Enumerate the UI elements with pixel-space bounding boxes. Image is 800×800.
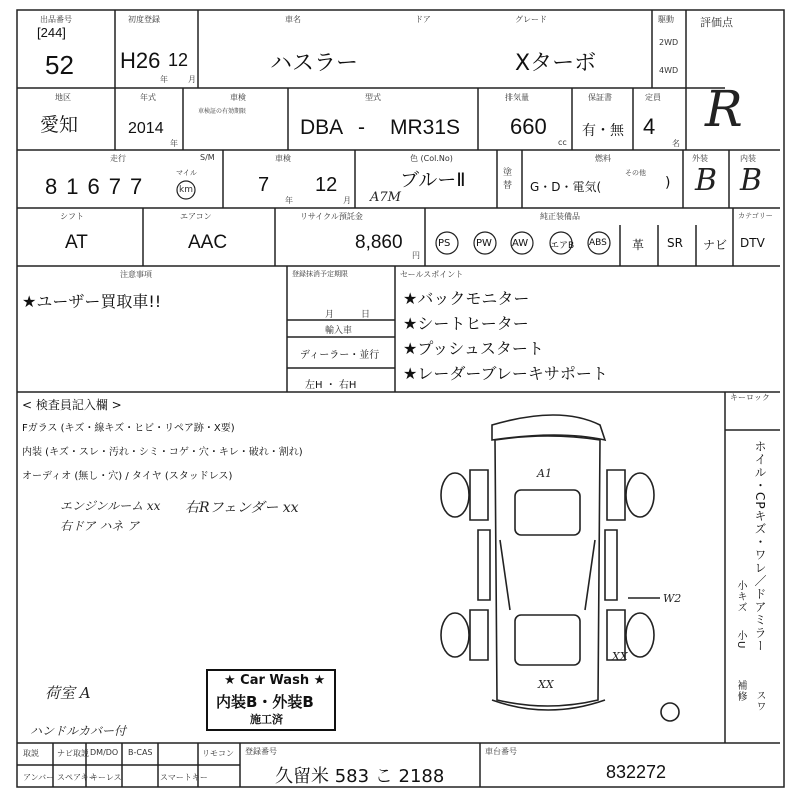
score-label: 評価点	[700, 16, 733, 29]
lot-sub: [244]	[37, 25, 66, 40]
notes-title: < 検査員記入欄 >	[22, 398, 122, 412]
notes-line-1: Fガラス (キズ・線キズ・ヒビ・リペア跡・X要)	[22, 423, 235, 434]
equip-airbag: エアB	[550, 241, 575, 251]
caution: ★ユーザー買取車!!	[22, 292, 162, 311]
area: 愛知	[40, 114, 79, 136]
equip-sr: SR	[667, 236, 683, 250]
shaken-month: 12	[315, 174, 338, 196]
side-legend: ホイル・CPキズ・ワレ／ドアミラー	[753, 440, 767, 653]
ext-grade: B	[695, 163, 718, 198]
grade-label: グレード	[515, 15, 547, 24]
sales-point-2: ★シートヒーター	[403, 314, 529, 333]
year-label: 年式	[140, 93, 156, 102]
doc-keyless: キーレス	[90, 773, 122, 782]
fuel-close: )	[665, 175, 671, 191]
equip-dtv: DTV	[740, 236, 765, 250]
mileage-label: 走行	[110, 154, 126, 163]
plate-label: 登録番号	[245, 747, 277, 756]
reg-month-unit: 月	[188, 75, 196, 84]
month-day: 月 日	[325, 310, 371, 320]
int-grade: B	[740, 163, 763, 198]
equip-navi: ナビ	[703, 238, 728, 252]
notes-line-2: 内装 (キズ・スレ・汚れ・シミ・コゲ・穴・キレ・破れ・割れ)	[22, 447, 303, 458]
warranty: 有・無	[582, 123, 624, 139]
hand-note-door: 右ドア ハネ ア	[60, 519, 140, 533]
door-label: ドア	[415, 15, 431, 24]
shaken-month-unit: 月	[343, 196, 351, 205]
inspect-note: 車検証の有効期限	[198, 108, 247, 115]
recycle-unit: 円	[412, 251, 420, 260]
equip-leather: 革	[632, 238, 645, 252]
legend-small-u: 小U	[735, 630, 746, 650]
cc-label: 排気量	[505, 93, 529, 102]
color-note: A7M	[370, 190, 401, 205]
fuel: G・D・電気(	[530, 180, 602, 194]
fuel-other: その他	[625, 169, 646, 177]
chassis-label: 車台番号	[485, 747, 517, 756]
equip-aw: AW	[512, 238, 529, 249]
fuel-label: 燃料	[595, 154, 611, 163]
year-unit: 年	[170, 139, 178, 148]
model-label: 型式	[365, 93, 381, 102]
model-dash: -	[358, 116, 365, 139]
seats-label: 定員	[645, 93, 661, 102]
ext-label: 外装	[692, 154, 708, 163]
year: 2014	[128, 120, 164, 137]
name-label: 車名	[285, 15, 301, 24]
seats-unit: 名	[672, 139, 680, 148]
color: ブルーⅡ	[400, 169, 466, 191]
recycle-label: リサイクル預託金	[300, 212, 363, 221]
shaken-year-unit: 年	[285, 196, 293, 205]
legend-small-scratch: 小キズ	[735, 580, 746, 613]
doc-manual: 取説	[23, 749, 39, 758]
km-unit: km	[179, 185, 193, 195]
sales-point-4: ★レーダーブレーキサポート	[403, 364, 608, 383]
model-prefix: DBA	[300, 116, 344, 139]
car-diagram	[441, 415, 682, 721]
import-label: 輸入車	[325, 326, 353, 336]
mark-xx-rear: XX	[538, 678, 554, 691]
legend-wash: スワ	[754, 690, 765, 712]
reg-label: 初度登録	[128, 15, 160, 24]
doc-spare-key: スペアキー	[57, 773, 97, 782]
area-label: 地区	[55, 93, 71, 102]
lot-number: 52	[45, 50, 74, 80]
int-label: 内装	[740, 154, 756, 163]
car-name: ハスラー	[270, 51, 359, 76]
recycle: 8,860	[355, 232, 403, 253]
doc-dm-do: DM/DO	[90, 748, 119, 757]
drive-label: 駆動	[658, 15, 674, 24]
hand-note-engine: エンジンルーム xx	[60, 499, 161, 513]
doc-bcas: B-CAS	[128, 748, 153, 757]
seats: 4	[643, 114, 656, 139]
hand-note-trunk: 荷室 A	[45, 684, 91, 702]
dealer-label: ディーラー・並行	[300, 350, 380, 361]
shaken-label: 車検	[275, 154, 291, 163]
sales-point-1: ★バックモニター	[403, 289, 530, 308]
warranty-label: 保証書	[588, 93, 612, 102]
wash-grades: 内装B・外装B	[216, 693, 314, 711]
category-label: カテゴリー	[738, 212, 773, 220]
car-wash-stamp	[206, 669, 336, 731]
shift-label: シフト	[60, 212, 84, 221]
caution-label: 注意事項	[120, 270, 152, 279]
legend-repair: 補修	[735, 680, 746, 702]
color-label: 色 (Col.No)	[410, 154, 453, 163]
hand-note-handle: ハンドルカバー付	[30, 724, 127, 738]
grade: Xターボ	[515, 51, 597, 76]
handle: 左H ・ 右H	[305, 380, 357, 391]
reg-value: H26	[120, 48, 161, 73]
drive-4wd: 4WD	[659, 66, 679, 75]
doc-amber: アンバー	[23, 773, 55, 782]
shaken-year: 7	[258, 174, 270, 196]
paint-label: 塗替	[503, 168, 513, 191]
doc-navi-manual: ナビ取説	[57, 749, 89, 758]
cc-unit: cc	[558, 138, 567, 147]
shift: AT	[65, 232, 88, 253]
cc: 660	[510, 114, 547, 139]
doc-remote: リモコン	[202, 749, 234, 758]
equip-label: 純正装備品	[540, 212, 580, 221]
mileage: 81677	[45, 174, 152, 199]
lot-label: 出品番号	[40, 15, 72, 24]
reg-month: 12	[168, 50, 189, 70]
notes-line-3: オーディオ (無し・穴) / タイヤ (スタッドレス)	[22, 471, 233, 482]
model-code: MR31S	[390, 116, 461, 139]
equip-abs: ABS	[589, 238, 607, 248]
equip-pw: PW	[476, 238, 492, 249]
equip-ps: PS	[438, 238, 451, 249]
mark-w2: W2	[663, 592, 682, 605]
mark-xx-right: XX	[612, 650, 628, 663]
chassis-number: 832272	[606, 762, 667, 782]
deadline-label: 登録抹消予定期限	[292, 270, 348, 278]
doc-smart-key: スマートキー	[160, 773, 208, 782]
score-value: R	[705, 80, 743, 138]
drive-2wd: 2WD	[659, 38, 679, 47]
ac-label: エアコン	[180, 212, 212, 221]
meter-label: S/M	[200, 153, 215, 162]
mark-a1: A1	[537, 467, 552, 480]
mile-unit: マイル	[176, 169, 197, 177]
reg-year-unit: 年	[160, 75, 168, 84]
sales-point-3: ★プッシュスタート	[403, 339, 544, 358]
inspect-label: 車検	[230, 93, 246, 102]
key-lock-label: キーロック	[730, 393, 770, 402]
wash-title: ★ Car Wash ★	[224, 673, 326, 688]
plate-number: 久留米 583 こ 2188	[275, 766, 445, 787]
hand-note-fender: 右Rフェンダー xx	[185, 500, 299, 516]
ac: AAC	[188, 232, 228, 253]
sales-label: セールスポイント	[400, 270, 464, 279]
wash-done: 施工済	[250, 713, 283, 726]
